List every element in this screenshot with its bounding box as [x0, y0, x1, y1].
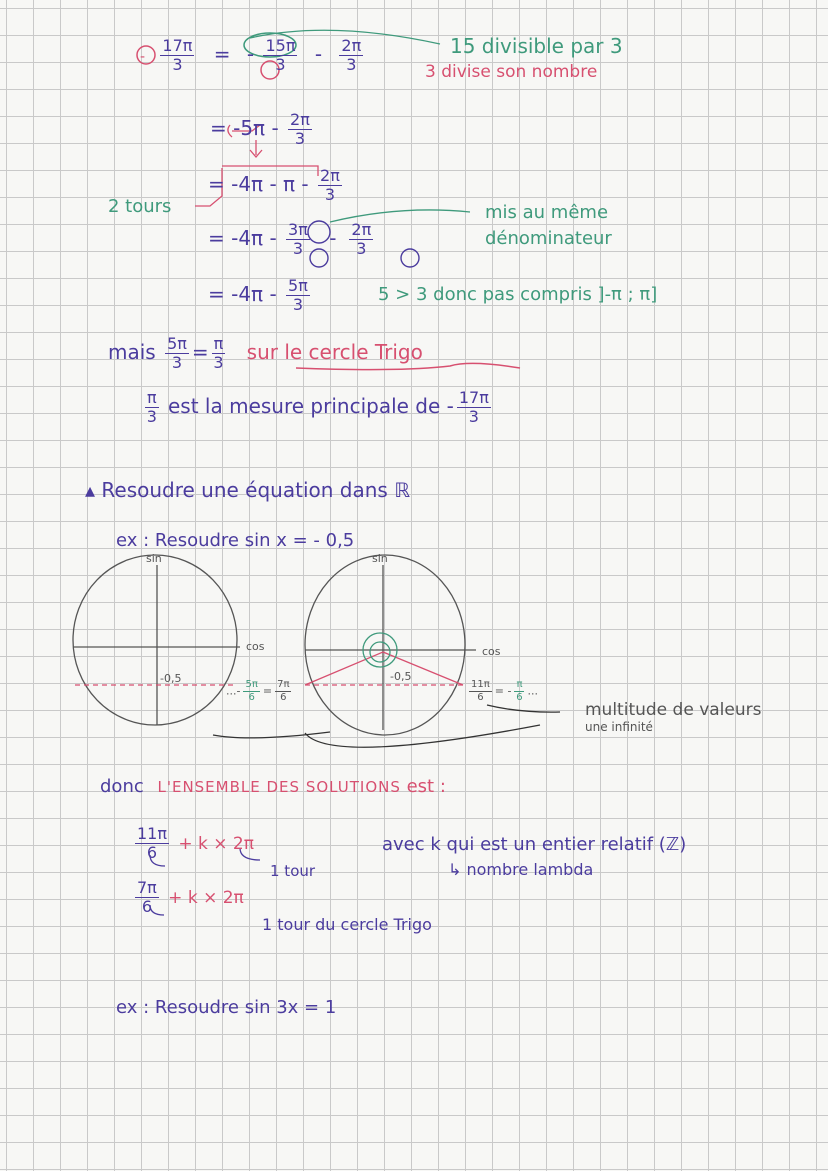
- trig-circle-right: [213, 555, 560, 747]
- num: π: [516, 679, 523, 690]
- den: 3: [346, 55, 357, 74]
- den: 3: [172, 55, 183, 74]
- expr: = -5π -: [210, 116, 286, 140]
- equals: =: [191, 340, 209, 364]
- equals: =: [213, 42, 231, 66]
- expr: = -4π - π -: [208, 172, 316, 196]
- axis-sin: sin: [372, 552, 388, 565]
- den: 6: [280, 692, 287, 703]
- equals: = -: [494, 684, 512, 698]
- dots: ...-: [226, 684, 241, 698]
- num: 2π: [290, 110, 310, 129]
- cercle-trigo: sur le cercle Trigo: [246, 340, 423, 364]
- minus: -: [246, 42, 255, 66]
- num: 5π: [167, 334, 187, 353]
- axis-cos: cos: [482, 645, 501, 658]
- principale-text: est la mesure principale de -: [168, 394, 454, 418]
- num: 11π: [137, 824, 167, 843]
- expr: = -4π -: [208, 282, 284, 306]
- value-label: -0,5: [390, 670, 412, 683]
- donc: donc: [100, 776, 144, 797]
- note-compris: 5 > 3 donc pas compris ]-π ; π]: [378, 284, 658, 305]
- num: 17π: [162, 36, 193, 55]
- den: 3: [146, 407, 157, 426]
- note-multitude: multitude de valeurs: [585, 700, 762, 720]
- expr: = -4π -: [208, 226, 284, 250]
- num: 17π: [458, 388, 489, 407]
- label-left: ...- $\frac{5\pi}{6}$ = $\frac{7\pi}{6}$: [226, 679, 290, 703]
- note-tour: 1 tour: [270, 862, 316, 880]
- trig-circle-left: [73, 555, 240, 725]
- line-3: [208, 168, 345, 203]
- note-tours: 2 tours: [108, 196, 172, 217]
- num: 3π: [288, 220, 308, 239]
- ensemble-solutions: L'ENSEMBLE DES SOLUTIONS: [157, 778, 401, 796]
- den: 3: [171, 353, 183, 372]
- donc-line: [100, 776, 446, 797]
- note-divise: 3 divise son nombre: [425, 62, 598, 82]
- example-2: ex : Resoudre sin 3x = 1: [116, 997, 337, 1018]
- num: π: [147, 388, 157, 407]
- dots: ...: [527, 684, 538, 698]
- line-1: [140, 38, 366, 73]
- est: est :: [406, 776, 446, 797]
- num: 11π: [471, 679, 490, 690]
- den: 3: [275, 55, 286, 74]
- note-avec-k: avec k qui est un entier relatif (ℤ): [382, 834, 687, 855]
- k-term: + k × 2π: [178, 834, 254, 854]
- num: 7π: [277, 679, 290, 690]
- num: 2π: [351, 220, 372, 239]
- label-right: [466, 680, 538, 703]
- solution-2: [132, 880, 244, 915]
- line-4: = -4π - $\frac{3\pi}{3}$ - $\frac{2\pi}{3}$: [208, 220, 372, 258]
- heading-resoudre: ▴ Resoudre une équation dans ℝ: [85, 478, 411, 502]
- den: 3: [324, 185, 336, 204]
- den: 6: [516, 692, 523, 703]
- example-1: ex : Resoudre sin x = - 0,5: [116, 530, 355, 551]
- note-tour-cercle: 1 tour du cercle Trigo: [262, 915, 432, 934]
- mais: mais: [108, 340, 156, 364]
- axis-sin: sin: [146, 552, 162, 565]
- den: 6: [248, 692, 255, 703]
- den: 3: [294, 129, 306, 148]
- minus: -: [314, 42, 323, 66]
- num: 2π: [320, 166, 340, 185]
- value-label: -0,5: [160, 672, 182, 685]
- den: 3: [468, 407, 479, 426]
- sign: -: [140, 49, 146, 65]
- den: 3: [292, 295, 304, 314]
- axis-cos: cos: [246, 640, 265, 653]
- note-lambda: ↳ nombre lambda: [448, 860, 594, 879]
- den: 3: [292, 239, 304, 258]
- num: 7π: [137, 878, 157, 897]
- line-2: [210, 112, 315, 147]
- den: 3: [356, 239, 367, 258]
- solution-1: [132, 826, 254, 861]
- k-term: + k × 2π: [168, 888, 244, 908]
- den: 6: [477, 692, 484, 703]
- den: 6: [141, 897, 152, 916]
- num: 15π: [265, 36, 296, 55]
- den: 3: [213, 353, 224, 372]
- line-principale: [142, 390, 494, 425]
- num: π: [213, 334, 224, 353]
- note-denominateur: dénominateur: [485, 228, 612, 249]
- note-divisible: 15 divisible par 3: [450, 34, 623, 58]
- den: 6: [146, 843, 158, 862]
- note-infinite: une infinité: [585, 720, 653, 734]
- num: 2π: [341, 36, 362, 55]
- line-5: [208, 278, 313, 313]
- num: 5π: [288, 276, 308, 295]
- note-meme: mis au même: [485, 202, 609, 223]
- num: 5π: [245, 679, 258, 690]
- line-mais: [108, 336, 423, 371]
